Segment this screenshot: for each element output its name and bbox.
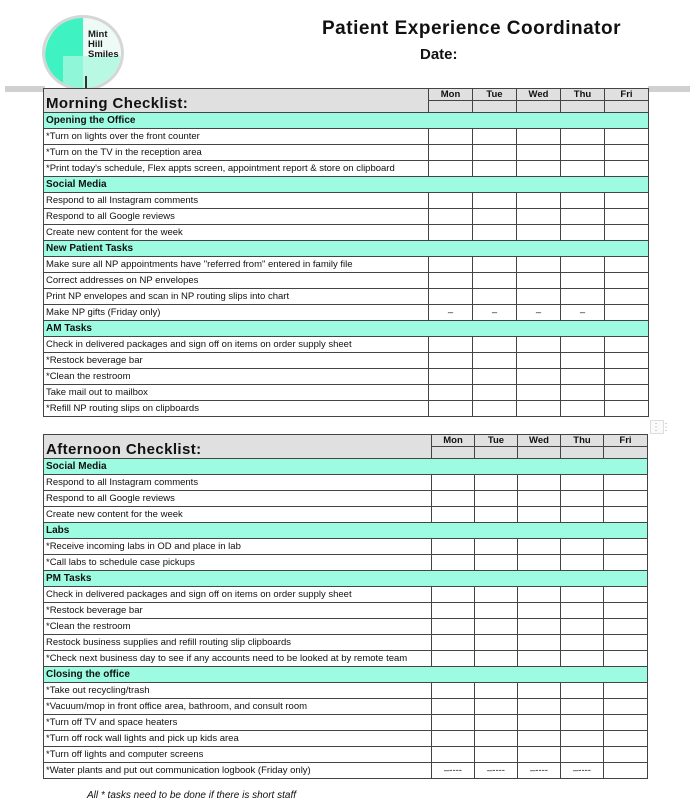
checkbox-cell-tue[interactable] xyxy=(473,353,517,369)
checkbox-cell-tue[interactable] xyxy=(473,209,517,225)
checkbox-cell-mon[interactable] xyxy=(432,539,475,555)
day-header-mon: Mon xyxy=(432,435,475,447)
task-label: Create new content for the week xyxy=(44,507,432,523)
checkbox-cell-mon[interactable] xyxy=(429,289,473,305)
checkbox-cell-tue[interactable] xyxy=(475,699,518,715)
table-row xyxy=(44,683,648,699)
checkbox-cell-fri[interactable] xyxy=(604,731,648,747)
checkbox-cell-tue[interactable] xyxy=(475,715,518,731)
checkbox-cell-tue[interactable] xyxy=(475,635,518,651)
checkbox-cell-fri[interactable] xyxy=(604,683,648,699)
checkbox-cell-thu[interactable] xyxy=(561,747,604,763)
checkbox-cell-wed[interactable] xyxy=(517,209,561,225)
checkbox-cell-wed[interactable] xyxy=(517,273,561,289)
checkbox-cell-thu[interactable] xyxy=(561,683,604,699)
checkbox-cell-fri[interactable] xyxy=(605,129,649,145)
checkbox-cell-fri[interactable] xyxy=(605,161,649,177)
table-row xyxy=(44,385,649,401)
checkbox-cell-thu[interactable] xyxy=(561,401,605,417)
checkbox-cell-fri[interactable] xyxy=(605,305,649,321)
checkbox-cell-fri[interactable] xyxy=(605,337,649,353)
table-row xyxy=(44,289,649,305)
date-label: Date: xyxy=(420,46,458,63)
task-label: Make sure all NP appointments have "referred from" entered in family file xyxy=(44,257,429,273)
checkbox-cell-wed[interactable] xyxy=(517,353,561,369)
checkbox-cell-mon[interactable] xyxy=(429,385,473,401)
checkbox-cell-tue[interactable] xyxy=(475,491,518,507)
checkbox-cell-mon[interactable] xyxy=(429,145,473,161)
table-row xyxy=(44,507,648,523)
day-header-wed: Wed xyxy=(518,435,561,447)
checkbox-cell-thu[interactable] xyxy=(561,587,604,603)
checkbox-cell-thu[interactable] xyxy=(561,337,605,353)
checkbox-cell-thu[interactable] xyxy=(561,209,605,225)
checkbox-cell-mon[interactable] xyxy=(432,587,475,603)
task-label: *Refill NP routing slips on clipboards xyxy=(44,401,429,417)
checkbox-cell-thu[interactable] xyxy=(561,225,605,241)
checkbox-cell-tue[interactable] xyxy=(475,555,518,571)
table-row xyxy=(44,257,649,273)
checkbox-cell-tue[interactable] xyxy=(475,587,518,603)
checkbox-cell-tue[interactable]: –---- xyxy=(475,763,518,779)
checkbox-cell-fri[interactable] xyxy=(605,257,649,273)
task-label: Check in delivered packages and sign off on items on order supply sheet xyxy=(44,337,429,353)
checkbox-cell-tue[interactable] xyxy=(473,257,517,273)
checkbox-cell-fri[interactable] xyxy=(604,635,648,651)
table-row xyxy=(44,475,648,491)
checkbox-cell-thu[interactable] xyxy=(561,161,605,177)
checkbox-cell-tue[interactable] xyxy=(473,145,517,161)
table-row xyxy=(44,491,648,507)
checkbox-cell-wed[interactable] xyxy=(517,225,561,241)
day-header-spacer xyxy=(473,101,517,113)
table-row xyxy=(44,225,649,241)
table-row xyxy=(44,161,649,177)
checkbox-cell-wed[interactable] xyxy=(518,587,561,603)
checkbox-cell-thu[interactable] xyxy=(561,273,605,289)
checkbox-cell-mon[interactable] xyxy=(429,369,473,385)
table-row xyxy=(44,747,648,763)
checkbox-cell-mon[interactable] xyxy=(432,619,475,635)
checkbox-cell-mon[interactable] xyxy=(432,635,475,651)
drag-handle-icon[interactable]: ⋮⋮ xyxy=(651,422,671,433)
checkbox-cell-mon[interactable] xyxy=(432,683,475,699)
table-row xyxy=(44,193,649,209)
page-title: Patient Experience Coordinator xyxy=(322,18,622,39)
checkbox-cell-fri[interactable] xyxy=(604,619,648,635)
checkbox-cell-thu[interactable] xyxy=(561,257,605,273)
checkbox-cell-mon[interactable] xyxy=(432,603,475,619)
checkbox-cell-wed[interactable] xyxy=(517,257,561,273)
checkbox-cell-fri[interactable] xyxy=(604,507,648,523)
checkbox-cell-fri[interactable] xyxy=(605,369,649,385)
checkbox-cell-wed[interactable] xyxy=(517,193,561,209)
checkbox-cell-thu[interactable] xyxy=(561,369,605,385)
checkbox-cell-tue[interactable] xyxy=(475,651,518,667)
day-header-spacer xyxy=(517,101,561,113)
morning-checklist-table xyxy=(43,88,649,417)
checkbox-cell-thu[interactable] xyxy=(561,289,605,305)
afternoon-checklist-table xyxy=(43,434,648,779)
checkbox-cell-wed[interactable] xyxy=(518,539,561,555)
task-label: *Turn on the TV in the reception area xyxy=(44,145,429,161)
checkbox-cell-tue[interactable]: – xyxy=(473,305,517,321)
checkbox-cell-mon[interactable] xyxy=(429,129,473,145)
day-header-spacer xyxy=(561,101,605,113)
checkbox-cell-fri[interactable] xyxy=(604,763,648,779)
checkbox-cell-thu[interactable] xyxy=(561,353,605,369)
checkbox-cell-thu[interactable] xyxy=(561,635,604,651)
task-label: *Turn off lights and computer screens xyxy=(44,747,432,763)
checkbox-cell-wed[interactable] xyxy=(517,289,561,305)
task-label: *Vacuum/mop in front office area, bathroom, and consult room xyxy=(44,699,432,715)
checkbox-cell-tue[interactable] xyxy=(475,731,518,747)
checkbox-cell-fri[interactable] xyxy=(604,491,648,507)
task-label: Respond to all Google reviews xyxy=(44,209,429,225)
checkbox-cell-fri[interactable] xyxy=(605,225,649,241)
checkbox-cell-mon[interactable] xyxy=(432,491,475,507)
checkbox-cell-tue[interactable] xyxy=(473,401,517,417)
checkbox-cell-thu[interactable] xyxy=(561,145,605,161)
checkbox-cell-mon[interactable] xyxy=(432,731,475,747)
checkbox-cell-fri[interactable] xyxy=(605,401,649,417)
task-label: *Receive incoming labs in OD and place in lab xyxy=(44,539,432,555)
checkbox-cell-wed[interactable] xyxy=(518,603,561,619)
checkbox-cell-mon[interactable] xyxy=(429,225,473,241)
task-label: Take mail out to mailbox xyxy=(44,385,429,401)
checkbox-cell-fri[interactable] xyxy=(604,747,648,763)
checkbox-cell-wed[interactable] xyxy=(517,161,561,177)
checkbox-cell-mon[interactable] xyxy=(429,353,473,369)
checkbox-cell-tue[interactable] xyxy=(475,747,518,763)
section-header-social-media: Social Media xyxy=(44,177,649,193)
table-row xyxy=(44,539,648,555)
checkbox-cell-thu[interactable] xyxy=(561,715,604,731)
checkbox-cell-thu[interactable] xyxy=(561,129,605,145)
table-row xyxy=(44,715,648,731)
table-row xyxy=(44,129,649,145)
table-row xyxy=(44,401,649,417)
day-header-spacer xyxy=(475,447,518,459)
checkbox-cell-wed[interactable] xyxy=(518,475,561,491)
checkbox-cell-fri[interactable] xyxy=(605,289,649,305)
task-label: Respond to all Instagram comments xyxy=(44,193,429,209)
footnote: All * tasks need to be done if there is short staff xyxy=(87,790,297,800)
checkbox-cell-wed[interactable] xyxy=(517,385,561,401)
day-header-spacer xyxy=(604,447,648,459)
checkbox-cell-fri[interactable] xyxy=(604,699,648,715)
day-header-spacer xyxy=(432,447,475,459)
day-header-spacer xyxy=(518,447,561,459)
task-label: *Water plants and put out communication logbook (Friday only) xyxy=(44,763,432,779)
checkbox-cell-wed[interactable] xyxy=(517,369,561,385)
checkbox-cell-tue[interactable] xyxy=(473,129,517,145)
day-header-mon: Mon xyxy=(429,89,473,101)
table-row xyxy=(44,635,648,651)
section-header-new-patient-tasks: New Patient Tasks xyxy=(44,241,649,257)
checkbox-cell-mon[interactable]: – xyxy=(429,305,473,321)
checkbox-cell-mon[interactable] xyxy=(429,257,473,273)
task-label: *Restock beverage bar xyxy=(44,353,429,369)
checkbox-cell-thu[interactable] xyxy=(561,491,604,507)
checkbox-cell-fri[interactable] xyxy=(605,385,649,401)
logo-text: Mint Hill Smiles xyxy=(88,29,119,60)
checkbox-cell-fri[interactable] xyxy=(604,539,648,555)
task-label: *Print today's schedule, Flex appts screen, appointment report & store on clipboard xyxy=(44,161,429,177)
checkbox-cell-wed[interactable] xyxy=(517,337,561,353)
checkbox-cell-thu[interactable] xyxy=(561,475,604,491)
checkbox-cell-wed[interactable] xyxy=(517,401,561,417)
section-header-social-media: Social Media xyxy=(44,459,648,475)
checkbox-cell-fri[interactable] xyxy=(604,587,648,603)
checkbox-cell-wed[interactable] xyxy=(518,651,561,667)
checkbox-cell-thu[interactable] xyxy=(561,385,605,401)
checkbox-cell-wed[interactable] xyxy=(518,715,561,731)
table-row xyxy=(44,353,649,369)
checkbox-cell-tue[interactable] xyxy=(473,369,517,385)
header-band-left xyxy=(5,86,45,92)
checkbox-cell-fri[interactable] xyxy=(605,353,649,369)
checkbox-cell-mon[interactable] xyxy=(429,273,473,289)
checkbox-cell-wed[interactable] xyxy=(517,129,561,145)
checkbox-cell-tue[interactable] xyxy=(473,273,517,289)
table-row xyxy=(44,587,648,603)
section-header-am-tasks: AM Tasks xyxy=(44,321,649,337)
task-label: Restock business supplies and refill routing slip clipboards xyxy=(44,635,432,651)
task-label: *Turn off rock wall lights and pick up kids area xyxy=(44,731,432,747)
section-header-pm-tasks: PM Tasks xyxy=(44,571,648,587)
checkbox-cell-mon[interactable]: –---- xyxy=(432,763,475,779)
checkbox-cell-wed[interactable] xyxy=(518,731,561,747)
section-header-opening-the-office: Opening the Office xyxy=(44,113,649,129)
task-label: *Turn on lights over the front counter xyxy=(44,129,429,145)
table-row xyxy=(44,555,648,571)
checkbox-cell-tue[interactable] xyxy=(473,337,517,353)
task-label: *Check next business day to see if any accounts need to be looked at by remote team xyxy=(44,651,432,667)
checkbox-cell-wed[interactable] xyxy=(518,491,561,507)
morning-checklist-title: Morning Checklist: xyxy=(44,89,429,113)
logo xyxy=(42,15,124,91)
checkbox-cell-thu[interactable] xyxy=(561,699,604,715)
checkbox-cell-tue[interactable] xyxy=(473,289,517,305)
checkbox-cell-mon[interactable] xyxy=(432,475,475,491)
checkbox-cell-fri[interactable] xyxy=(605,145,649,161)
task-label: *Turn off TV and space heaters xyxy=(44,715,432,731)
day-header-wed: Wed xyxy=(517,89,561,101)
checkbox-cell-fri[interactable] xyxy=(604,651,648,667)
task-label: Check in delivered packages and sign off on items on order supply sheet xyxy=(44,587,432,603)
day-header-fri: Fri xyxy=(604,435,648,447)
checkbox-cell-fri[interactable] xyxy=(604,603,648,619)
task-label: Respond to all Google reviews xyxy=(44,491,432,507)
table-row xyxy=(44,273,649,289)
checkbox-cell-mon[interactable] xyxy=(429,337,473,353)
task-label: *Restock beverage bar xyxy=(44,603,432,619)
checkbox-cell-fri[interactable] xyxy=(604,475,648,491)
checkbox-cell-fri[interactable] xyxy=(605,209,649,225)
table-row xyxy=(44,619,648,635)
day-header-spacer xyxy=(605,101,649,113)
table-row xyxy=(44,337,649,353)
checkbox-cell-thu[interactable] xyxy=(561,555,604,571)
checkbox-cell-wed[interactable] xyxy=(518,507,561,523)
checkbox-cell-mon[interactable] xyxy=(429,209,473,225)
task-label: *Take out recycling/trash xyxy=(44,683,432,699)
checkbox-cell-tue[interactable] xyxy=(475,507,518,523)
task-label: Correct addresses on NP envelopes xyxy=(44,273,429,289)
table-row xyxy=(44,699,648,715)
checkbox-cell-mon[interactable] xyxy=(429,161,473,177)
checkbox-cell-wed[interactable] xyxy=(518,635,561,651)
day-header-fri: Fri xyxy=(605,89,649,101)
checkbox-cell-fri[interactable] xyxy=(604,555,648,571)
checkbox-cell-wed[interactable] xyxy=(518,555,561,571)
checkbox-cell-thu[interactable]: – xyxy=(561,305,605,321)
checkbox-cell-wed[interactable]: – xyxy=(517,305,561,321)
checkbox-cell-wed[interactable] xyxy=(518,619,561,635)
table-row xyxy=(44,763,648,779)
checkbox-cell-thu[interactable] xyxy=(561,619,604,635)
checkbox-cell-mon[interactable] xyxy=(432,651,475,667)
checkbox-cell-wed[interactable] xyxy=(518,683,561,699)
checkbox-cell-thu[interactable] xyxy=(561,651,604,667)
checkbox-cell-mon[interactable] xyxy=(429,193,473,209)
task-label: *Clean the restroom xyxy=(44,369,429,385)
task-label: Print NP envelopes and scan in NP routing slips into chart xyxy=(44,289,429,305)
checkbox-cell-fri[interactable] xyxy=(605,273,649,289)
section-header-closing-the-office: Closing the office xyxy=(44,667,648,683)
section-header-labs: Labs xyxy=(44,523,648,539)
checkbox-cell-mon[interactable] xyxy=(432,555,475,571)
checkbox-cell-tue[interactable] xyxy=(475,683,518,699)
checkbox-cell-fri[interactable] xyxy=(605,193,649,209)
task-label: *Clean the restroom xyxy=(44,619,432,635)
checkbox-cell-mon[interactable] xyxy=(429,401,473,417)
checkbox-cell-mon[interactable] xyxy=(432,747,475,763)
checkbox-cell-tue[interactable] xyxy=(475,619,518,635)
table-row xyxy=(44,305,649,321)
checkbox-cell-thu[interactable] xyxy=(561,603,604,619)
checkbox-cell-mon[interactable] xyxy=(432,715,475,731)
checkbox-cell-tue[interactable] xyxy=(473,225,517,241)
day-header-spacer xyxy=(429,101,473,113)
checkbox-cell-mon[interactable] xyxy=(432,699,475,715)
checkbox-cell-tue[interactable] xyxy=(475,539,518,555)
checkbox-cell-wed[interactable]: –---- xyxy=(518,763,561,779)
afternoon-checklist-title: Afternoon Checklist: xyxy=(44,435,432,459)
checkbox-cell-tue[interactable] xyxy=(475,475,518,491)
checkbox-cell-wed[interactable] xyxy=(518,747,561,763)
checkbox-cell-thu[interactable] xyxy=(561,507,604,523)
checkbox-cell-thu[interactable] xyxy=(561,731,604,747)
day-header-tue: Tue xyxy=(473,89,517,101)
checkbox-cell-tue[interactable] xyxy=(473,161,517,177)
checkbox-cell-tue[interactable] xyxy=(473,193,517,209)
checkbox-cell-wed[interactable] xyxy=(517,145,561,161)
checkbox-cell-thu[interactable] xyxy=(561,193,605,209)
checkbox-cell-tue[interactable] xyxy=(475,603,518,619)
day-header-spacer xyxy=(561,447,604,459)
table-row xyxy=(44,369,649,385)
checkbox-cell-tue[interactable] xyxy=(473,385,517,401)
table-row xyxy=(44,651,648,667)
task-label: Respond to all Instagram comments xyxy=(44,475,432,491)
table-row xyxy=(44,145,649,161)
task-label: *Call labs to schedule case pickups xyxy=(44,555,432,571)
day-header-thu: Thu xyxy=(561,435,604,447)
table-row xyxy=(44,603,648,619)
checkbox-cell-wed[interactable] xyxy=(518,699,561,715)
checkbox-cell-fri[interactable] xyxy=(604,715,648,731)
checkbox-cell-mon[interactable] xyxy=(432,507,475,523)
task-label: Make NP gifts (Friday only) xyxy=(44,305,429,321)
day-header-thu: Thu xyxy=(561,89,605,101)
task-label: Create new content for the week xyxy=(44,225,429,241)
table-row xyxy=(44,209,649,225)
checkbox-cell-thu[interactable]: –---- xyxy=(561,763,604,779)
day-header-tue: Tue xyxy=(475,435,518,447)
checkbox-cell-thu[interactable] xyxy=(561,539,604,555)
header-band-right xyxy=(648,86,690,92)
table-row xyxy=(44,731,648,747)
